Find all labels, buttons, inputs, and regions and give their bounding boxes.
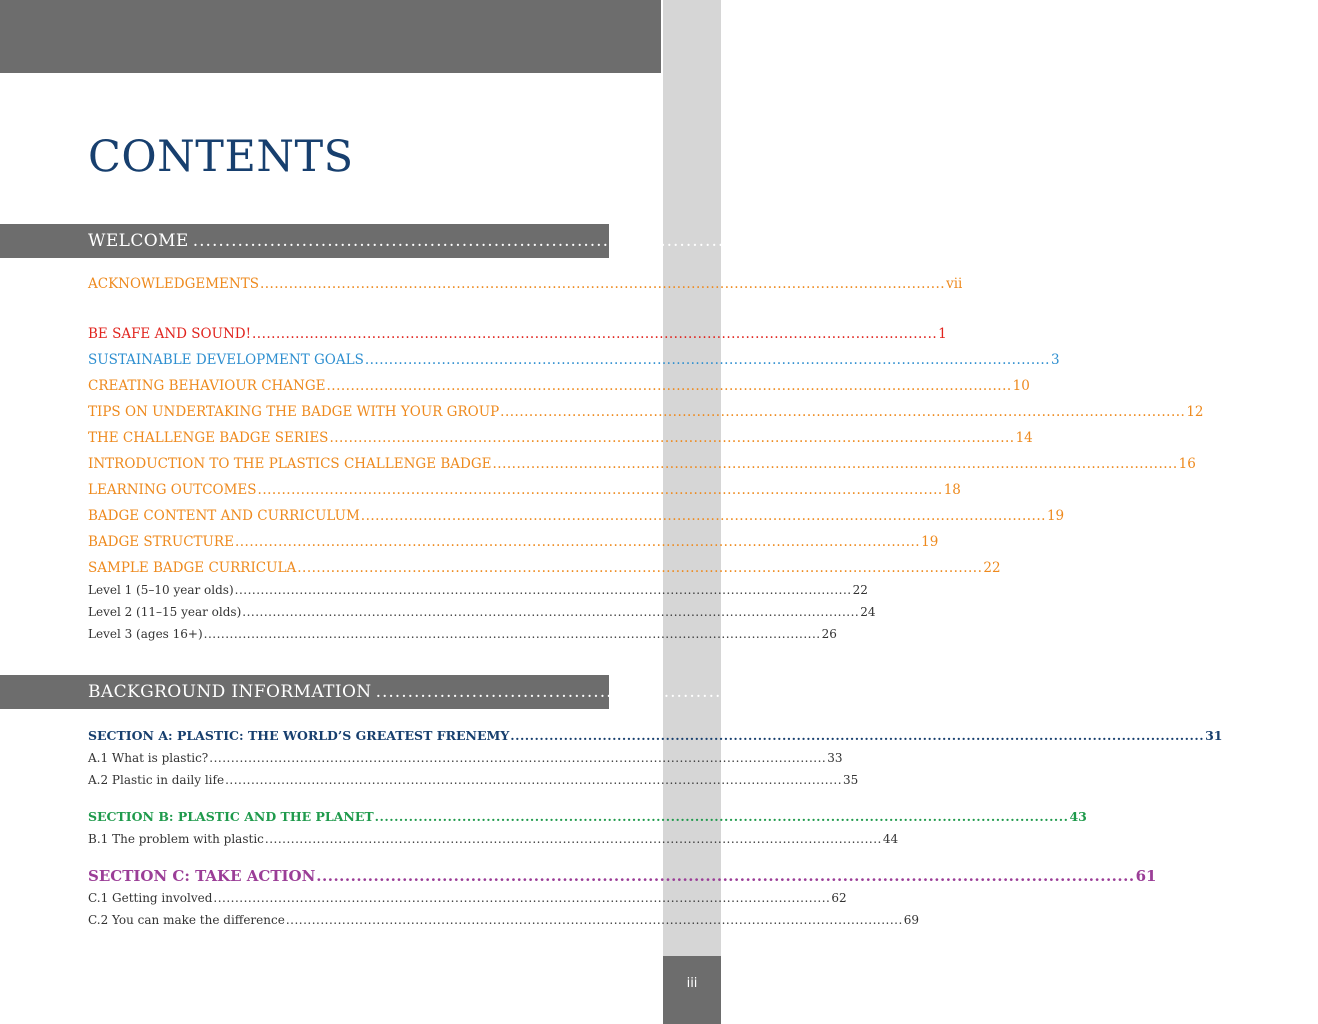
entry-label: THE CHALLENGE BADGE SERIES — [88, 430, 329, 446]
toc-entry-a2[interactable] — [88, 773, 859, 787]
entry-label: SECTION A: PLASTIC: THE WORLD’S GREATEST FRENEMY — [88, 728, 510, 743]
entry-label: BE SAFE AND SOUND! — [88, 326, 252, 342]
toc-entry-sdgs[interactable] — [88, 352, 1060, 368]
toc-entry-learning-outcomes[interactable] — [88, 482, 961, 498]
entry-page: 19 — [1046, 508, 1065, 524]
toc-entry-acknowledgements[interactable] — [88, 276, 963, 292]
toc-entry-c2[interactable] — [88, 913, 920, 927]
entry-page: 18 — [943, 482, 961, 498]
entry-label: B.1 The problem with plastic — [88, 832, 264, 846]
leader-dots: ............................................................................................................................................... — [257, 482, 943, 498]
leader-dots: ............................................................................................................................................... — [316, 867, 1135, 885]
toc-entry-b1[interactable] — [88, 832, 899, 846]
toc-band-background[interactable] — [0, 675, 1318, 709]
entry-label: SUSTAINABLE DEVELOPMENT GOALS — [88, 352, 364, 368]
entry-page: 69 — [903, 913, 920, 927]
leader-dots: ............................................................................................................................................... — [234, 583, 852, 597]
toc-entry-level-1[interactable] — [88, 583, 868, 597]
toc-entry-introduction[interactable] — [88, 456, 1196, 472]
leader-dots: ............................................................................................................................................... — [259, 276, 946, 292]
toc-entry-sample-curricula[interactable] — [88, 560, 1001, 576]
entry-label: SECTION B: PLASTIC AND THE PLANET — [88, 809, 374, 824]
toc-section-c[interactable] — [88, 867, 1157, 885]
entry-label: TIPS ON UNDERTAKING THE BADGE WITH YOUR GROUP — [88, 404, 500, 420]
entry-page: 62 — [831, 891, 847, 905]
entry-label: C.2 You can make the difference — [88, 913, 285, 927]
page-number: iii — [663, 956, 721, 1024]
entry-page: 43 — [1069, 809, 1087, 824]
leader-dots: ............................................................................................................................................... — [209, 751, 827, 765]
entry-page: 61 — [1135, 867, 1157, 885]
leader-dots: ............................................................................................................................................... — [242, 605, 860, 619]
entry-page: 16 — [1178, 456, 1196, 472]
toc-entry-c1[interactable] — [88, 891, 847, 905]
entry-label: CREATING BEHAVIOUR CHANGE — [88, 378, 326, 394]
toc-entry-be-safe[interactable] — [88, 326, 947, 342]
leader-dots: ............................................................................................................................................... — [297, 560, 983, 576]
leader-dots: ............................................................................................................................................... — [326, 378, 1012, 394]
leader-dots: ............................................................................................................................................... — [203, 627, 821, 641]
leader-dots: ............................................................................................................................................... — [510, 728, 1205, 743]
entry-label: BADGE CONTENT AND CURRICULUM — [88, 508, 360, 524]
toc-entry-badge-content[interactable] — [88, 508, 1065, 524]
entry-label: Level 1 (5–10 year olds) — [88, 583, 234, 597]
entry-page: 44 — [882, 832, 899, 846]
leader-dots: ............................................................................................................................................... — [225, 773, 843, 787]
toc-band-welcome[interactable] — [0, 224, 1123, 258]
toc-entry-tips[interactable] — [88, 404, 1204, 420]
entry-page: 12 — [1186, 404, 1204, 420]
entry-page: 10 — [1012, 378, 1030, 394]
entry-label: ACKNOWLEDGEMENTS — [88, 276, 259, 292]
leader-dots: ............................................................................................................................................... — [492, 456, 1178, 472]
entry-page: 26 — [821, 627, 837, 641]
toc-section-b[interactable] — [88, 809, 1087, 824]
leader-dots: ............................................................................................................................................... — [264, 832, 882, 846]
entry-label: INTRODUCTION TO THE PLASTICS CHALLENGE BADGE — [88, 456, 492, 472]
entry-label: C.1 Getting involved — [88, 891, 213, 905]
toc-section-a[interactable] — [88, 728, 1223, 743]
toc-entry-a1[interactable] — [88, 751, 843, 765]
entry-page: 1 — [938, 326, 947, 342]
band-label: BACKGROUND INFORMATION — [88, 682, 372, 702]
entry-label: LEARNING OUTCOMES — [88, 482, 257, 498]
toc-entry-badge-series[interactable] — [88, 430, 1033, 446]
entry-page: 3 — [1050, 352, 1060, 368]
entry-page: 19 — [921, 534, 939, 550]
leader-dots: ............................................................................................................................................... — [500, 404, 1186, 420]
entry-page: 22 — [983, 560, 1001, 576]
entry-label: SAMPLE BADGE CURRICULA — [88, 560, 297, 576]
entry-page: 24 — [860, 605, 876, 619]
page-title: CONTENTS — [88, 132, 354, 182]
entry-page: 31 — [1205, 728, 1223, 743]
toc-entry-level-3[interactable] — [88, 627, 837, 641]
toc-entry-level-2[interactable] — [88, 605, 876, 619]
entry-page: 33 — [827, 751, 843, 765]
leader-dots: ............................................................................................................................................... — [364, 352, 1050, 368]
leader-dots: ............................................................................................................................................... — [375, 682, 1292, 702]
entry-label: SECTION C: TAKE ACTION — [88, 867, 316, 885]
header-band — [0, 0, 661, 73]
entry-page: vii — [946, 276, 963, 292]
leader-dots: ............................................................................................................................................... — [192, 231, 1109, 251]
entry-page: 14 — [1015, 430, 1033, 446]
entry-page: 35 — [843, 773, 859, 787]
leader-dots: ............................................................................................................................................... — [252, 326, 938, 342]
leader-dots: ............................................................................................................................................... — [213, 891, 831, 905]
leader-dots: ............................................................................................................................................... — [234, 534, 921, 550]
entry-label: Level 2 (11–15 year olds) — [88, 605, 242, 619]
toc-entry-behaviour-change[interactable] — [88, 378, 1030, 394]
entry-label: Level 3 (ages 16+) — [88, 627, 203, 641]
entry-page: 22 — [852, 583, 868, 597]
leader-dots: ............................................................................................................................................... — [285, 913, 903, 927]
entry-label: BADGE STRUCTURE — [88, 534, 234, 550]
entry-label: A.1 What is plastic? — [88, 751, 209, 765]
band-page: 28 — [1295, 682, 1318, 702]
leader-dots: ............................................................................................................................................... — [360, 508, 1046, 524]
toc-entry-badge-structure[interactable] — [88, 534, 939, 550]
band-page: v — [1112, 231, 1123, 251]
leader-dots: ............................................................................................................................................... — [374, 809, 1069, 824]
entry-label: A.2 Plastic in daily life — [88, 773, 225, 787]
band-label: WELCOME — [88, 231, 189, 251]
leader-dots: ............................................................................................................................................... — [329, 430, 1015, 446]
